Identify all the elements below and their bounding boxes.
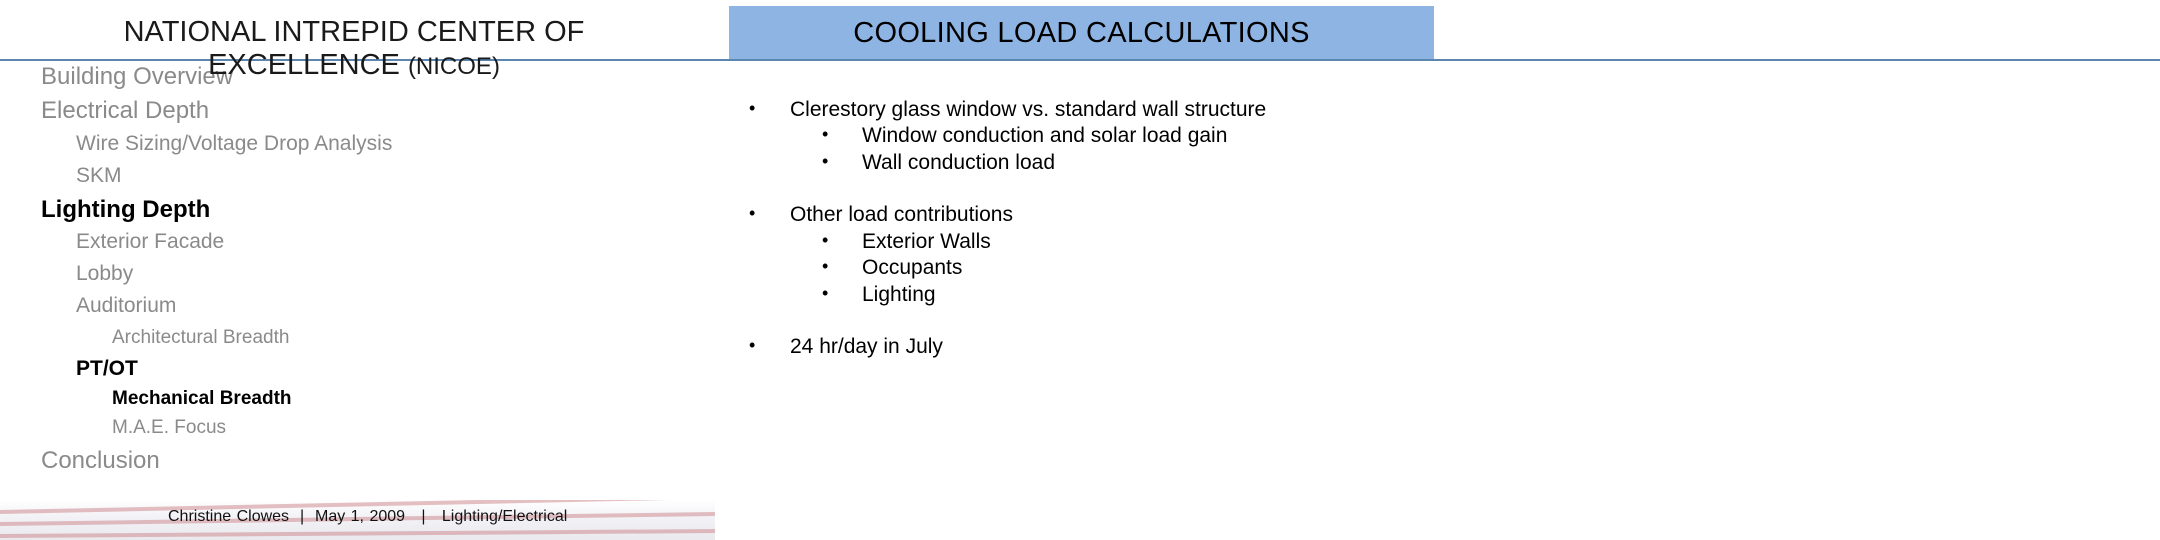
sub-bullet-item: [822, 230, 991, 254]
nav-lighting-depth[interactable]: Lighting Depth: [41, 196, 211, 223]
title-line-2: EXCELLENCE: [208, 49, 400, 81]
nav-mechanical-breadth[interactable]: Mechanical Breadth: [112, 388, 292, 409]
bullet-marker: •: [749, 335, 756, 355]
footer-separator: |: [421, 508, 426, 525]
nav-exterior-facade[interactable]: Exterior Facade: [76, 230, 225, 253]
nav-electrical-depth[interactable]: Electrical Depth: [41, 97, 210, 124]
nav-conclusion[interactable]: Conclusion: [41, 447, 160, 474]
bullet-text: Occupants: [862, 256, 963, 279]
footer-option: Lighting/Electrical: [441, 508, 568, 525]
nav-pt-ot[interactable]: PT/OT: [76, 357, 138, 380]
sub-bullet-item: [822, 124, 1228, 148]
bullet-marker: •: [822, 151, 829, 171]
footer-date: May 1, 2009: [314, 508, 406, 525]
bullet-marker: •: [822, 124, 829, 144]
nav-mae-focus[interactable]: M.A.E. Focus: [112, 417, 227, 438]
footer-author: Christine Clowes: [168, 508, 290, 525]
nav-auditorium[interactable]: Auditorium: [76, 294, 177, 317]
bullet-text: Window conduction and solar load gain: [862, 124, 1228, 147]
sub-bullet-item: [822, 283, 936, 307]
bullet-text: Clerestory glass window vs. standard wall structure: [790, 98, 1267, 121]
nav-building-overview[interactable]: Building Overview: [41, 63, 234, 90]
bullet-marker: •: [822, 256, 829, 276]
bullet-marker: •: [822, 283, 829, 303]
nav-lobby[interactable]: Lobby: [76, 262, 134, 285]
banner-stripe: [0, 529, 715, 538]
sub-bullet-item: [822, 151, 1055, 175]
title-line-1: NATIONAL INTREPID CENTER OF: [123, 16, 585, 48]
nav-wire-sizing[interactable]: Wire Sizing/Voltage Drop Analysis: [76, 132, 393, 155]
footer: [168, 508, 567, 526]
presentation-title: [104, 16, 604, 83]
bullet-item: [749, 98, 1267, 122]
sub-bullet-item: [822, 256, 963, 280]
title-abbreviation: (NICOE): [407, 53, 500, 80]
footer-separator: |: [299, 508, 305, 525]
section-header-text: COOLING LOAD CALCULATIONS: [853, 16, 1310, 49]
section-header: [729, 6, 1434, 60]
bullet-item: [749, 335, 943, 359]
bullet-marker: •: [749, 203, 756, 223]
nav-architectural-breadth[interactable]: Architectural Breadth: [112, 327, 290, 348]
bullet-marker: •: [749, 98, 756, 118]
nav-skm[interactable]: SKM: [76, 164, 122, 187]
bullet-text: 24 hr/day in July: [790, 335, 943, 358]
bullet-text: Wall conduction load: [862, 151, 1055, 174]
bullet-marker: •: [822, 230, 829, 250]
bullet-item: [749, 203, 1013, 227]
bullet-text: Other load contributions: [790, 203, 1013, 226]
bullet-text: Lighting: [862, 283, 936, 306]
bullet-text: Exterior Walls: [862, 230, 991, 253]
